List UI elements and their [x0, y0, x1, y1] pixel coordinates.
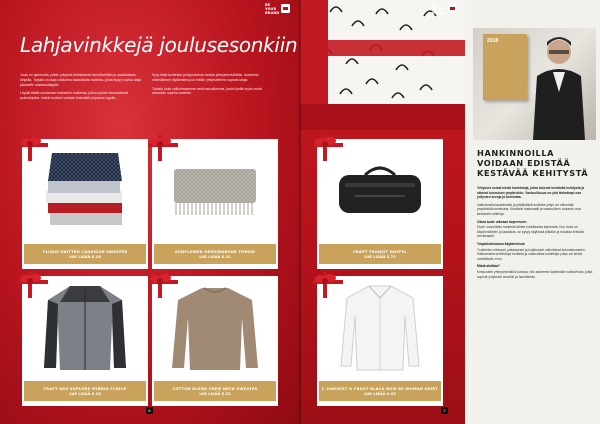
product-label — [319, 244, 441, 264]
person-photo-icon — [529, 32, 589, 140]
product-page-ref: LUE LISÄÄ S.32 — [199, 254, 231, 259]
article-paragraph: Keskustele yhteyshenkilösi kanssa, niin autamme löytämään vaihtoehdot, jotka sopivat yrityksesi arvoihin ja tavoitteisiin. — [477, 269, 593, 279]
sidebar-article — [465, 0, 600, 424]
intro-column-1 — [20, 73, 144, 105]
product-card[interactable] — [152, 139, 278, 269]
page-spine — [299, 0, 301, 424]
logo-line3: BRAND — [265, 10, 280, 15]
intro-paragraph: Joulu on ajankohta, jolloin yritykset ilahduttavat henkilöstöään ja asiakkaitaan lahjoilla. Tarjolla on laaja valikoima laadukkaita tuotteita, joista löytyy sopiva lahja jokaiselle vastaanottajalle. — [20, 73, 142, 87]
product-name: CLIQUE KNITTED CARDIGAN SWEATER — [42, 249, 128, 254]
article-paragraph: Valitsemalla laadukkaita ja pitkäikäisiä tuotteita yritys voi vähentää ympäristökuormitusta. Kestävät materiaalit ja vastuullinen tuotanto ovat keskeisiä valintoja. — [477, 202, 581, 216]
intro-paragraph: Löydät täältä muutaman esimerkin tuotteista, jotka sopivat erinomaisesti joululahjoiksi. Kaikki tuotteet voidaan brändätä yrityksesi logolla. — [20, 91, 129, 101]
product-page-ref: LUE LISÄÄ S.71 — [364, 254, 396, 259]
product-label — [154, 381, 276, 401]
ribbon-bow-icon — [313, 135, 343, 161]
article-title-line: HANKINNOILLA — [477, 148, 555, 158]
product-card[interactable] — [152, 276, 278, 406]
article-body — [477, 186, 595, 282]
ribbon-bow-icon — [18, 272, 48, 298]
logo-line2: YOUR — [432, 6, 444, 11]
article-subheading: Oikea tuote oikeaan tarpeeseen — [477, 219, 527, 224]
article-paragraph: Hyvin suunniteltu hankinta lähtee todellisesta tarpeesta. Kun tuote on käytännöllinen ja laadukas, se pysyy käytössä pitkään ja edustaa brändiä arvokkaasti. — [477, 225, 584, 239]
article-photo — [473, 28, 596, 140]
intro-paragraph: Kysy lisää tuotteista ja tarjouksista omalta yhteyshenkilöltäsi. Autamme mielellämme löytämään juuri teidän yrityksellenne sopivat lahjat. — [152, 73, 259, 82]
product-name: COTTON BLEND CREW NECK SWEATER — [172, 386, 258, 391]
logo-mark-icon — [448, 4, 457, 13]
article-title-line: KESTÄVÄÄ KEHITYSTÄ — [477, 168, 589, 178]
logo-line3: BRAND — [432, 10, 447, 15]
page-title: Lahjavinkkejä joulusesonkiin — [20, 33, 298, 57]
product-card[interactable] — [317, 276, 443, 406]
intro-column-2 — [152, 73, 276, 100]
page-number-left: 6 — [146, 407, 153, 414]
article-subheading: Ympäristövastuu käytännössä — [477, 241, 525, 246]
product-name: SUNFLOWER HERRINGBONE THROW — [175, 249, 255, 254]
product-page-ref: LUE LISÄÄ S.16 — [69, 254, 101, 259]
product-page-ref: LUE LISÄÄ S.22 — [199, 391, 231, 396]
logo-line1: BE — [265, 3, 271, 7]
product-card[interactable] — [22, 276, 148, 406]
product-page-ref: LUE LISÄÄ S.43 — [364, 391, 396, 396]
product-card[interactable] — [317, 139, 443, 269]
page-number-right: 7 — [441, 407, 448, 414]
ribbon-bow-icon — [148, 135, 178, 161]
brand-logo-right — [432, 4, 457, 15]
article-lead: Yritykset voivat tehdä hankintoja, jotka tukevat kestävää kehitystä ja ottavat huomioon ympäristön. Vastuullisuus on yhä tärkeämpi osa yritysten arvoja ja toimintaa. — [477, 186, 585, 200]
product-name: J. HARVEST & FROST BLACK BOW 60 WOMAN SHIRT — [322, 386, 438, 391]
product-label — [24, 244, 146, 264]
product-label — [319, 381, 441, 401]
ribbon-bow-icon — [148, 272, 178, 298]
product-name: CRAFT ADV EXPLORE HYBRID FLEECE — [43, 386, 127, 391]
product-label — [154, 244, 276, 264]
magazine-cover — [483, 34, 527, 100]
article-paragraph: Tuotteiden elinkaari, pakkaukset ja kuljetukset vaikuttavat kokonaisuuteen. Valitsemalla sertifioituja tuotteita ja vastuullisia toimittajia yritys voi tehdä merkittävän eron. — [477, 247, 586, 261]
intro-paragraph: Tutustu koko valikoimaamme verkkosivuillamme, josta löydät myös muita sesonkiin sopivia tuotteita. — [152, 86, 262, 96]
brand-logo-left — [265, 4, 290, 15]
logo-mark-icon — [281, 4, 290, 13]
ribbon-bow-icon — [18, 135, 48, 161]
product-card[interactable] — [22, 139, 148, 269]
gift-box-decoration — [300, 0, 465, 130]
logo-line1: BE — [432, 3, 438, 7]
product-name: CRAFT TRANSIT DUFFEL — [353, 249, 407, 254]
article-title-line: VOIDAAN EDISTÄÄ — [477, 158, 571, 168]
ribbon-bow-icon — [313, 272, 343, 298]
article-title — [477, 148, 595, 178]
logo-line2: YOUR — [265, 6, 277, 11]
product-page-ref: LUE LISÄÄ S.18 — [69, 391, 101, 396]
magazine-year: 2018 — [487, 38, 499, 44]
article-subheading: Mistä aloittaa? — [477, 264, 500, 269]
product-label — [24, 381, 146, 401]
